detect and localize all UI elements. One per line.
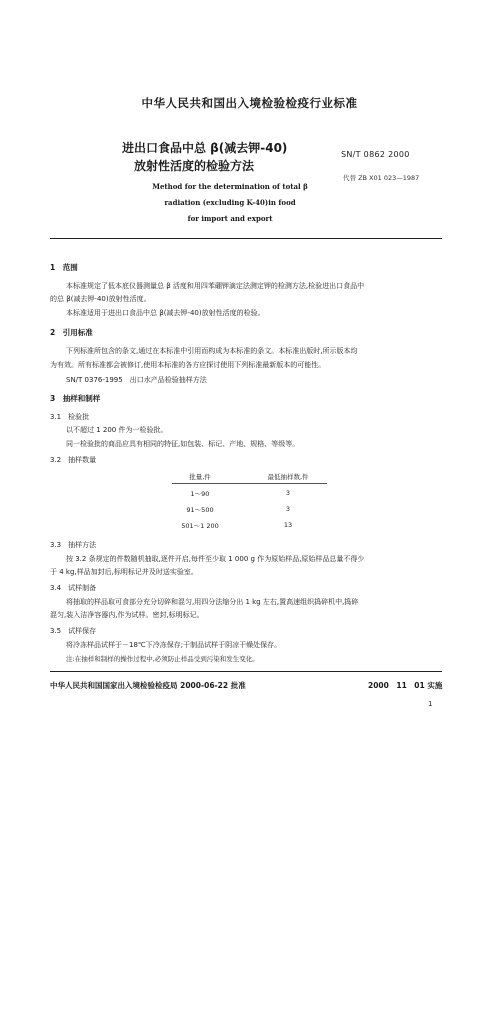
section-3-heading: 3 抽样和制样 <box>50 394 101 403</box>
section-1-paragraph-line2: 的总 β(减去钾-40)放射性活度。 <box>50 295 151 303</box>
table-row-2-lot: 91～500 <box>186 506 214 514</box>
standard-title-en-line1: Method for the determination of total β <box>152 182 308 191</box>
issuer-line: 中华人民共和国国家出入境检验检疫局 2000-06-22 批准 <box>50 681 246 690</box>
section-3-3-paragraph-line1: 按 3.2 条规定的件数随机抽取,逐件开启,每件至少取 1 000 g 作为原始样品,原始样品总量不得少 <box>66 555 365 563</box>
standard-title-cn-line1: 进出口食品中总 β(减去钾-40) <box>122 141 288 155</box>
implementation-date: 2000 11 01 实施 <box>368 681 443 690</box>
section-1-paragraph-2: 本标准适用于进出口食品中总 β(减去钾-40)放射性活度的检验。 <box>66 309 265 317</box>
table-row-1-lot: 1～90 <box>190 490 210 498</box>
standard-title-en-line2: radiation (excluding K-40)in food <box>164 198 296 207</box>
header-rule <box>50 238 442 239</box>
industry-standard-title: 中华人民共和国出入境检验检疫行业标准 <box>141 96 358 110</box>
table-row-3-samples: 13 <box>283 521 293 529</box>
section-3-5-note: 注:在抽样和制样的操作过程中,必须防止样品受到污染和发生变化。 <box>66 655 259 663</box>
section-3-3-heading: 3.3 抽样方法 <box>50 541 97 549</box>
section-2-paragraph-line1: 下列标准所包含的条文,通过在本标准中引用而构成为本标准的条文。本标准出版时,所示版本均 <box>66 347 358 355</box>
table-row-3-lot: 501～1 200 <box>181 522 219 530</box>
section-2-heading: 2 引用标准 <box>50 328 93 337</box>
section-2-reference: SN/T 0376-1995 出口水产品检验抽样方法 <box>66 376 207 384</box>
section-3-5-paragraph: 将冷冻样品试样于－18℃下冷冻保存;干制品试样于阴凉干燥处保存。 <box>66 641 282 649</box>
section-2-paragraph-line2: 为有效。所有标准都会被修订,使用本标准的各方应探讨使用下列标准最新版本的可能性。 <box>50 361 326 369</box>
standard-title-en-line3: for import and export <box>187 214 273 223</box>
table-header-samples: 最低抽样数,件 <box>267 473 309 481</box>
page-number: 1 <box>428 700 433 708</box>
section-1-paragraph-line1: 本标准规定了低本底仪器测量总 β 活度和用四苯硼钾滴定法测定钾的检测方法,检验进出口食品中 <box>66 282 365 290</box>
table-row-1-samples: 3 <box>285 489 291 497</box>
section-3-1-paragraph-1: 以不超过 1 200 件为一检验批。 <box>66 426 168 434</box>
table-row-2-samples: 3 <box>285 505 291 513</box>
section-3-5-heading: 3.5 试样保存 <box>50 627 97 635</box>
table-header-lot: 批量,件 <box>189 473 211 481</box>
standard-number: SN/T 0862 2000 <box>341 150 410 159</box>
replaces-note: 代替 ZB X01 023—1987 <box>343 174 420 182</box>
section-3-2-heading: 3.2 抽样数量 <box>50 456 97 464</box>
standard-title-cn-line2: 放射性活度的检验方法 <box>134 159 255 173</box>
section-3-1-paragraph-2: 同一检验批的商品应具有相同的特征,如包装、标记、产地、规格、等级等。 <box>66 440 300 448</box>
section-3-3-paragraph-line2: 于 4 kg,样品加封后,标明标记并及时送实验室。 <box>50 568 198 576</box>
section-3-4-heading: 3.4 试样制备 <box>50 584 97 592</box>
section-3-4-paragraph-line2: 混匀,装入洁净容器内,作为试样。密封,标明标记。 <box>50 611 204 619</box>
footer-rule <box>50 671 442 672</box>
section-1-heading: 1 范围 <box>50 263 78 272</box>
table-header-rule <box>172 483 327 484</box>
section-3-1-heading: 3.1 检验批 <box>50 413 90 421</box>
section-3-4-paragraph-line1: 将抽取的样品取可食部分充分切碎和混匀,用四分法缩分出 1 kg 左右,置高速组织捣碎机中,捣碎 <box>66 598 359 606</box>
